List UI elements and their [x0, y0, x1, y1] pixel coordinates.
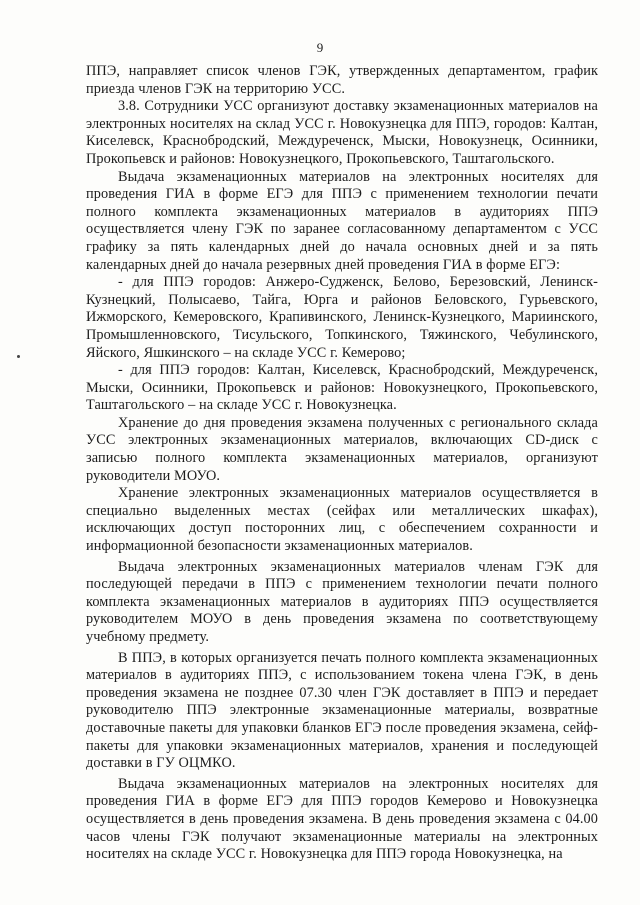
paragraph-continuation: ППЭ, направляет список членов ГЭК, утвержденных департаментом, график приезда членов ГЭК на территорию УСС.	[86, 63, 598, 97]
list-item-novokuznetsk: - для ППЭ городов: Калтан, Киселевск, Краснобродский, Междуреченск, Мыски, Осинники, Прокопьевск и районов: Новокузнецкого, Прокопьевского, Таштагольского – на складе УСС г. Новокузнецка.	[86, 362, 598, 414]
paragraph-kemerovo-novokuznetsk: Выдача экзаменационных материалов на электронных носителях для проведения ГИА в форме ЕГЭ для ППЭ городов Кемерово и Новокузнецка осуществляется в день проведения экзамена. В день проведения экзамена с 04.00 часов члены ГЭК получают экзаменационные материалы на электронных носителях на складе УСС г. Новокузнецка для ППЭ города Новокузнецка, на	[86, 775, 598, 863]
paragraph-issuance-schedule: Выдача экзаменационных материалов на электронных носителях для проведения ГИА в форме ЕГЭ для ППЭ с применением технологии печати полного комплекта экзаменационных материалов в аудиториях ППЭ осуществляется члену ГЭК по заранее согласованному департаментом с УСС графику за пять календарных дней до начала основных дней и за пять календарных дней до начала резервных дней проведения ГИА в форме ЕГЭ:	[86, 168, 598, 273]
paragraph-token-printing: В ППЭ, в которых организуется печать полного комплекта экзаменационных материалов в аудиториях ППЭ, с использованием токена члена ГЭК, в день проведения экзамена не позднее 07.30 член ГЭК доставляет в ППЭ и передает руководителю ППЭ электронные экзаменационные материалы, возвратные доставочные пакеты для упаковки бланков ЕГЭ после проведения экзамена, сейф-пакеты для упаковки экзаменационных материалов, хранения и последующей доставки в ГУ ОЦМКО.	[86, 649, 598, 772]
document-body	[86, 63, 598, 864]
list-item-kemerovo: - для ППЭ городов: Анжеро-Судженск, Белово, Березовский, Ленинск-Кузнецкий, Полысаево, Тайга, Юрга и районов Беловского, Гурьевского, Ижморского, Кемеровского, Крапивинского, Ленинск-Кузнецкого, Мариинского, Промышленновского, Тисульского, Топкинского, Тяжинского, Чебулинского, Яйского, Яшкинского – на складе УСС г. Кемерово;	[86, 274, 598, 361]
paragraph-3-8: 3.8. Сотрудники УСС организуют доставку экзаменационных материалов на электронных носителях на склад УСС г. Новокузнецка для ППЭ, городов: Калтан, Киселевск, Краснобродский, Междуреченск, Мыски, Новокузнецк, Осинники, Прокопьевск и районов: Новокузнецкого, Прокопьевского, Таштагольского.	[86, 98, 598, 167]
paragraph-storage-conditions: Хранение электронных экзаменационных материалов осуществляется в специально выделенных местах (сейфах или металлических шкафах), исключающих доступ посторонних лиц, с обеспечением сохранности и информационной безопасности экзаменационных материалов.	[86, 485, 598, 555]
page-number: 9	[316, 40, 324, 55]
paragraph-storage-until-exam: Хранение до дня проведения экзамена полученных с регионального склада УСС электронных экзаменационных материалов, включающих CD-диск с записью полного комплекта экзаменационных материалов, организуют руководители МОУО.	[86, 414, 598, 484]
paragraph-issuance-to-gek: Выдача электронных экзаменационных материалов членам ГЭК для последующей передачи в ППЭ с применением технологии печати полного комплекта экзаменационных материалов в аудиториях ППЭ осуществляется руководителем МОУО в день проведения экзамена по соответствующему учебному предмету.	[86, 558, 598, 645]
scan-speck	[17, 355, 20, 358]
